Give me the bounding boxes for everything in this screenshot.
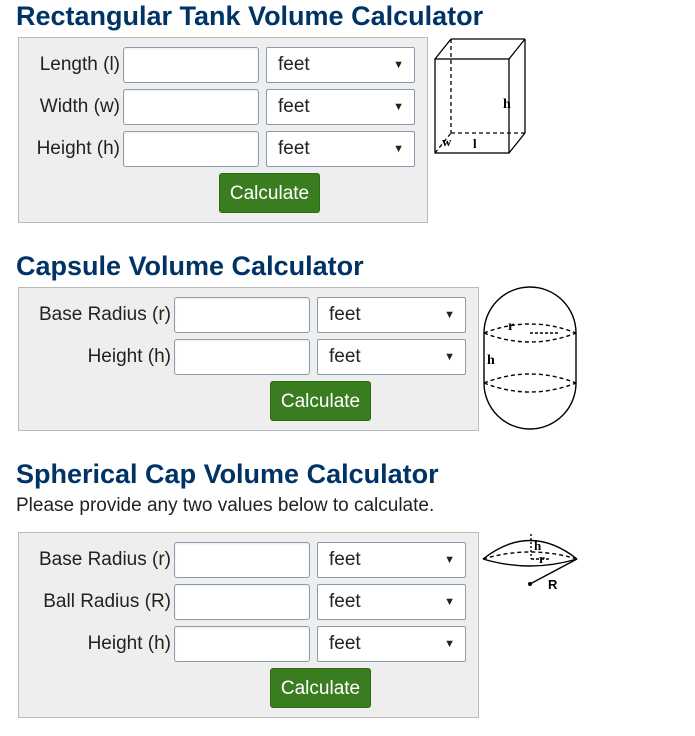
chevron-down-icon: ▼ [444, 554, 455, 566]
capsule-title: Capsule Volume Calculator [16, 251, 364, 281]
capsule-radius-label: Base Radius (r) [39, 304, 171, 325]
cap-h-label: h [534, 538, 542, 553]
cap-base-radius-unit-select[interactable] [317, 542, 466, 578]
cap-form-panel [18, 532, 479, 718]
capsule-h-label: h [487, 353, 495, 368]
height-input[interactable] [123, 131, 259, 167]
cap-base-radius-unit-value: feet [329, 549, 361, 570]
height-label: Height (h) [36, 138, 120, 159]
width-label: Width (w) [39, 96, 120, 117]
chevron-down-icon: ▼ [393, 59, 404, 71]
cap-ball-radius-label: Ball Radius (R) [43, 591, 171, 612]
chevron-down-icon: ▼ [393, 143, 404, 155]
rect-calculate-button[interactable]: Calculate [219, 173, 320, 213]
cap-ball-radius-input[interactable] [174, 584, 310, 620]
chevron-down-icon: ▼ [444, 351, 455, 363]
cap-height-unit-value: feet [329, 633, 361, 654]
cap-R-label: R [548, 577, 558, 592]
chevron-down-icon: ▼ [393, 101, 404, 113]
width-unit-select[interactable] [266, 89, 415, 125]
capsule-figure [480, 286, 582, 434]
tank-h-label: h [503, 97, 511, 112]
cap-ball-radius-unit-value: feet [329, 591, 361, 612]
capsule-r-label: r [508, 319, 515, 334]
rect-form-panel [18, 37, 428, 223]
rect-title: Rectangular Tank Volume Calculator [16, 1, 484, 31]
capsule-radius-unit-select[interactable] [317, 297, 466, 333]
capsule-height-unit-value: feet [329, 346, 361, 367]
cap-height-unit-select[interactable] [317, 626, 466, 662]
capsule-height-label: Height (h) [87, 346, 171, 367]
capsule-radius-input[interactable] [174, 297, 310, 333]
capsule-height-unit-select[interactable] [317, 339, 466, 375]
chevron-down-icon: ▼ [444, 309, 455, 321]
cap-instructions: Please provide any two values below to calculate. [16, 495, 435, 516]
tank-l-label: l [473, 136, 477, 151]
rectangular-tank-figure [430, 35, 530, 160]
chevron-down-icon: ▼ [444, 596, 455, 608]
cap-base-radius-label: Base Radius (r) [39, 549, 171, 570]
cap-ball-radius-unit-select[interactable] [317, 584, 466, 620]
cap-height-input[interactable] [174, 626, 310, 662]
cap-calculate-button[interactable]: Calculate [270, 668, 371, 708]
length-unit-value: feet [278, 54, 310, 75]
capsule-radius-unit-value: feet [329, 304, 361, 325]
height-unit-select[interactable] [266, 131, 415, 167]
tank-w-label: w [442, 134, 452, 149]
spherical-cap-figure [480, 528, 584, 592]
length-unit-select[interactable] [266, 47, 415, 83]
height-unit-value: feet [278, 138, 310, 159]
length-input[interactable] [123, 47, 259, 83]
capsule-height-input[interactable] [174, 339, 310, 375]
cap-base-radius-input[interactable] [174, 542, 310, 578]
cap-title: Spherical Cap Volume Calculator [16, 459, 439, 489]
width-unit-value: feet [278, 96, 310, 117]
chevron-down-icon: ▼ [444, 638, 455, 650]
cap-height-label: Height (h) [87, 633, 171, 654]
capsule-form-panel [18, 287, 479, 431]
length-label: Length (l) [39, 54, 120, 75]
width-input[interactable] [123, 89, 259, 125]
cap-r-label: r [539, 551, 545, 566]
capsule-calculate-button[interactable]: Calculate [270, 381, 371, 421]
